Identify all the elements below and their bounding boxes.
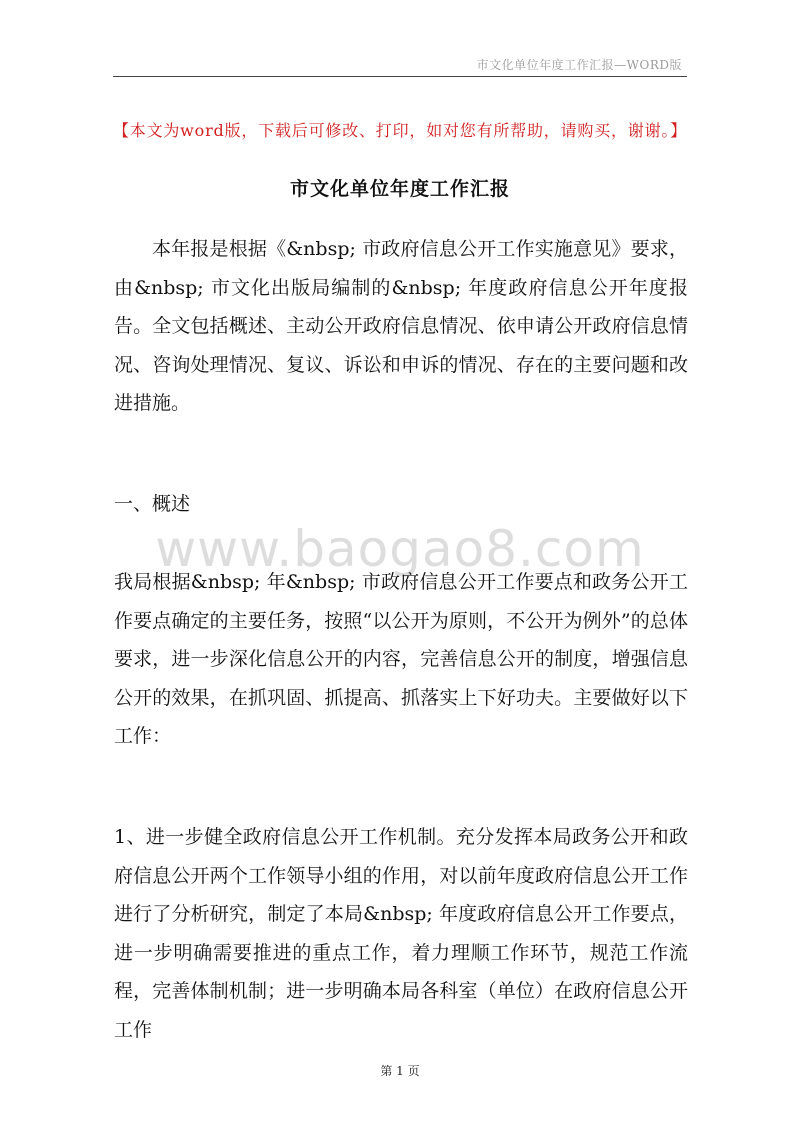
header-divider <box>113 76 687 77</box>
watermark-text: www.baogao8.com <box>155 520 645 578</box>
document-title: 市文化单位年度工作汇报 <box>289 178 510 200</box>
item-1-paragraph: 1、进一步健全政府信息公开工作机制。充分发挥本局政务公开和政府信息公开两个工作领导小组的作用，对以前年度政府信息公开工作进行了分析研究，制定了本局&nbsp; 年度政府信息公开工作要点，进一步明确需要推进的重点工作，着力理顺工作环节，规范工作流程，完善体制机制；进一步明确本局各科室（单位）在政府信息公开工作 <box>114 826 688 1041</box>
section-heading-overview: 一、概述 <box>114 493 191 515</box>
page-number: 第 1 页 <box>380 1064 420 1078</box>
overview-paragraph: 我局根据&nbsp; 年&nbsp; 市政府信息公开工作要点和政务公开工作要点确定的主要任务，按照“以公开为原则，不公开为例外”的总体要求，进一步深化信息公开的内容，完善信息公开的制度，增强信息公开的效果，在抓巩固、抓提高、抓落实上下好功夫。主要做好以下工作： <box>114 571 688 747</box>
running-header: 市文化单位年度工作汇报—WORD版 <box>476 58 682 72</box>
purchase-notice: 【本文为word版，下载后可修改、打印，如对您有所帮助，请购买，谢谢。】 <box>112 121 688 140</box>
intro-paragraph: 本年报是根据《&nbsp; 市政府信息公开工作实施意见》要求，由&nbsp; 市文化出版局编制的&nbsp; 年度政府信息公开年度报告。全文包括概述、主动公开政府信息情况、依申请公开政府信息情况、咨询处理情况、复议、诉讼和申诉的情况、存在的主要问题和改进措施。 <box>114 238 688 414</box>
